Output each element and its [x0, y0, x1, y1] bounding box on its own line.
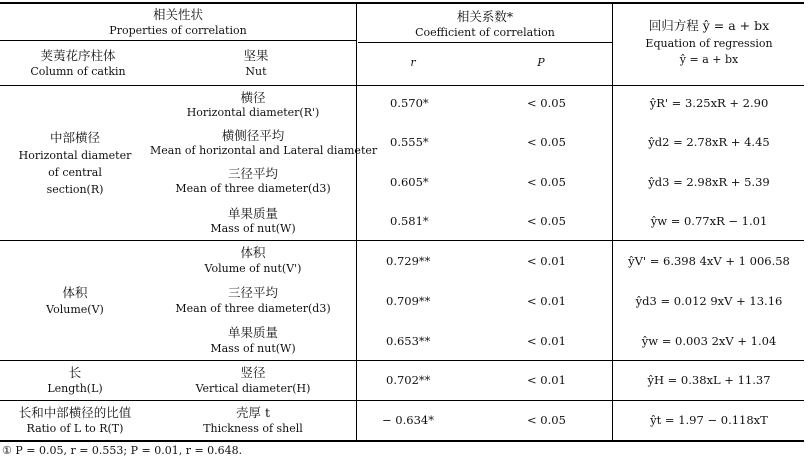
- properties-underline: [0, 40, 356, 41]
- row-8-eq: ŷH = 0.38xL + 11.37: [647, 373, 771, 387]
- header-eq-en: Equation of regression: [645, 37, 773, 50]
- header-properties-en: Properties of correlation: [109, 24, 247, 37]
- row-4-nut-en: Mass of nut(W): [210, 222, 296, 235]
- vrule-properties: [356, 2, 357, 440]
- group-divider-2: [0, 360, 804, 361]
- group-1-en-line1: Horizontal diameter: [18, 149, 132, 162]
- row-8-r: 0.702**: [386, 373, 431, 387]
- row-9-eq: ŷt = 1.97 − 0.118xT: [650, 413, 768, 427]
- header-catkin-cn: 荚荑花序柱体: [40, 48, 116, 63]
- row-7-r: 0.653**: [386, 334, 431, 348]
- row-6-nut-en: Mean of three diameter(d3): [175, 302, 331, 315]
- row-5-p: < 0.01: [527, 254, 566, 268]
- row-7-eq: ŷw = 0.003 2xV + 1.04: [641, 334, 777, 348]
- row-7-nut-en: Mass of nut(W): [210, 342, 296, 355]
- row-1-r: 0.570*: [390, 96, 429, 110]
- row-1-p: < 0.05: [527, 96, 566, 110]
- row-9-r: − 0.634*: [382, 413, 434, 427]
- row-2-eq: ŷd2 = 2.78xR + 4.45: [648, 135, 770, 149]
- row-3-nut-en: Mean of three diameter(d3): [175, 182, 331, 195]
- row-2-r: 0.555*: [390, 135, 429, 149]
- header-eq-cn: 回归方程 ŷ = a + bx: [648, 18, 770, 33]
- vrule-coef: [612, 2, 613, 440]
- row-6-r: 0.709**: [386, 294, 431, 308]
- coef-underline: [358, 42, 612, 43]
- row-5-r: 0.729**: [386, 254, 431, 268]
- header-p: P: [537, 56, 545, 69]
- row-2-nut-cn: 横侧径平均: [221, 128, 285, 143]
- row-4-eq: ŷw = 0.77xR − 1.01: [650, 214, 768, 228]
- row-5-nut-en: Volume of nut(V'): [204, 262, 302, 275]
- row-1-nut-cn: 横径: [240, 90, 266, 105]
- row-8-p: < 0.01: [527, 373, 566, 387]
- row-9-nut-en: Thickness of shell: [203, 422, 303, 435]
- row-3-r: 0.605*: [390, 175, 429, 189]
- row-6-p: < 0.01: [527, 294, 566, 308]
- row-8-nut-cn: 竖径: [240, 365, 266, 380]
- row-1-eq: ŷR' = 3.25xR + 2.90: [649, 96, 769, 110]
- row-8-nut-en: Vertical diameter(H): [195, 382, 311, 395]
- row-3-eq: ŷd3 = 2.98xR + 5.39: [648, 175, 770, 189]
- row-3-p: < 0.05: [527, 175, 566, 189]
- header-properties-cn: 相关性状: [152, 7, 203, 22]
- row-7-nut-cn: 单果质量: [227, 325, 278, 340]
- row-9-p: < 0.05: [527, 413, 566, 427]
- header-nut-cn: 坚果: [243, 48, 269, 63]
- group-1-en-line2: of central: [48, 166, 102, 179]
- row-1-nut-en: Horizontal diameter(R'): [186, 106, 320, 119]
- header-rule: [0, 85, 804, 86]
- top-rule: [0, 2, 804, 4]
- row-9-nut-cn: 壳厚 t: [236, 405, 270, 420]
- row-2-nut-en: Mean of horizontal and Lateral diameter: [150, 144, 378, 157]
- row-2-p: < 0.05: [527, 135, 566, 149]
- group-2-cn: 体积: [62, 285, 88, 300]
- header-coef-cn: 相关系数*: [456, 9, 514, 24]
- header-catkin-en: Column of catkin: [30, 65, 126, 78]
- group-4-cn: 长和中部横径的比值: [18, 405, 132, 420]
- row-6-nut-cn: 三径平均: [227, 285, 278, 300]
- group-1-en-line3: section(R): [46, 183, 104, 196]
- footnote: ① P = 0.05, r = 0.553; P = 0.01, r = 0.648.: [2, 444, 243, 457]
- group-1-cn: 中部横径: [49, 130, 100, 145]
- row-5-nut-cn: 体积: [240, 245, 266, 260]
- bottom-rule: [0, 440, 804, 442]
- row-4-nut-cn: 单果质量: [227, 206, 278, 221]
- header-eq-formula: ŷ = a + bx: [679, 53, 739, 66]
- header-nut-en: Nut: [245, 65, 267, 78]
- row-3-nut-cn: 三径平均: [227, 166, 278, 181]
- row-6-eq: ŷd3 = 0.012 9xV + 13.16: [635, 294, 783, 308]
- group-3-en: Length(L): [47, 382, 103, 395]
- group-divider-3: [0, 400, 804, 401]
- header-r: r: [410, 56, 416, 69]
- group-3-cn: 长: [68, 365, 82, 380]
- row-4-r: 0.581*: [390, 214, 429, 228]
- row-5-eq: ŷV' = 6.398 4xV + 1 006.58: [628, 254, 790, 268]
- header-coef-en: Coefficient of correlation: [415, 26, 555, 39]
- row-7-p: < 0.01: [527, 334, 566, 348]
- group-4-en: Ratio of L to R(T): [26, 422, 124, 435]
- row-4-p: < 0.05: [527, 214, 566, 228]
- group-divider-1: [0, 240, 804, 241]
- group-2-en: Volume(V): [46, 303, 104, 316]
